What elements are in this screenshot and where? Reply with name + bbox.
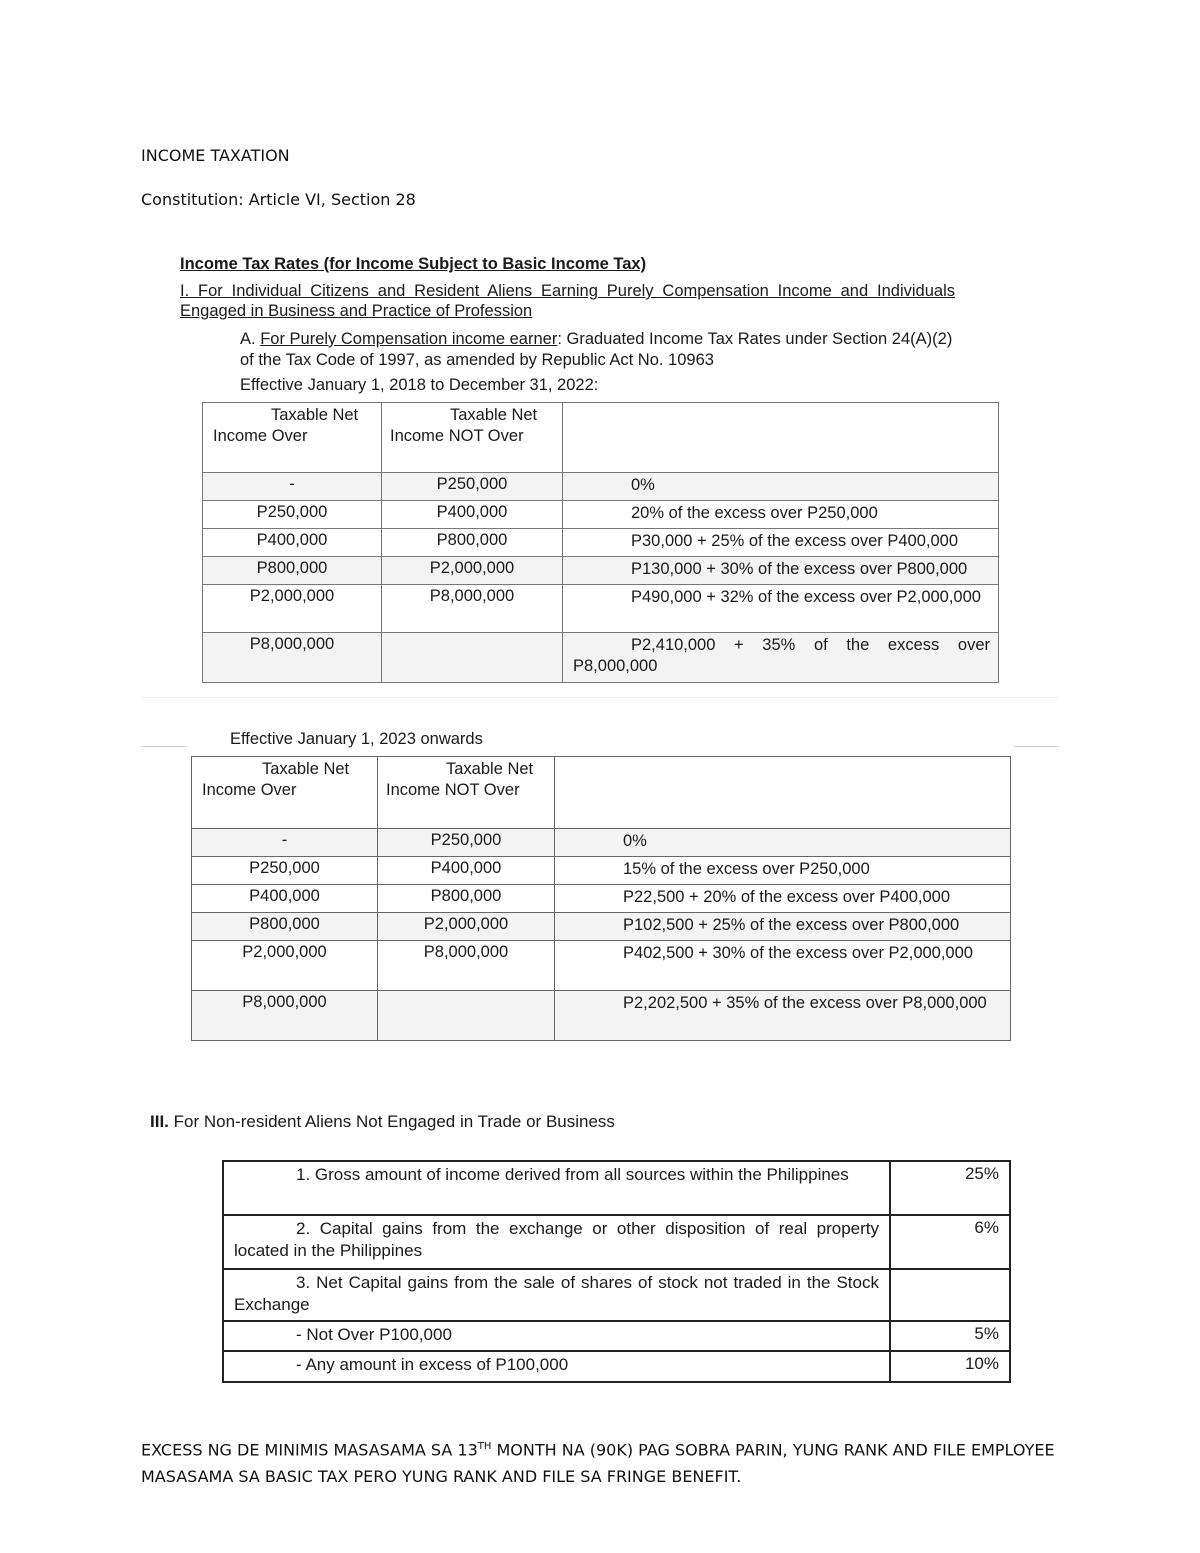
part-one-heading: I. For Individual Citizens and Resident Aliens Earning Purely Compensation Income and Individuals Engaged in Business and Practice of Profession	[180, 282, 955, 320]
cell-income-over: -	[192, 829, 378, 857]
table-row	[192, 885, 1011, 913]
cell-income-not-over: P800,000	[382, 529, 563, 557]
cell-tax-rate: P2,410,000 + 35% of the excess over P8,000,000	[563, 633, 999, 683]
table-row	[192, 913, 1011, 941]
cell-income-not-over: P2,000,000	[382, 557, 563, 585]
table-row	[223, 1161, 1010, 1215]
cell-tax-rate: 20% of the excess over P250,000	[563, 501, 999, 529]
footer-text-1: EXCESS NG DE MINIMIS MASASAMA SA 13	[141, 1440, 478, 1460]
cell-income-over: P400,000	[203, 529, 382, 557]
footer-text-2: MONTH NA (90K) PAG SOBRA PARIN, YUNG RANK AND FILE EMPLOYEE MASASAMA SA BASIC TAX PERO YUNG RANK AND FILE SA FRINGE BENEFIT.	[141, 1440, 1055, 1487]
cell-income-over: P800,000	[192, 913, 378, 941]
sub-a-rest: : Graduated Income Tax Rates under Section 24(A)(2) of the Tax Code of 1997, as amended by Republic Act No. 10963	[240, 330, 953, 369]
cell-income-over: P8,000,000	[203, 633, 382, 683]
cell-income-over: P800,000	[203, 557, 382, 585]
table-header-row	[203, 403, 999, 473]
cell-description: 1. Gross amount of income derived from all sources within the Philippines	[223, 1161, 890, 1215]
table-row	[203, 585, 999, 633]
section-heading: Income Tax Rates (for Income Subject to Basic Income Tax)	[180, 255, 647, 273]
cell-tax-rate: P2,202,500 + 35% of the excess over P8,000,000	[555, 991, 1011, 1041]
cell-rate: 25%	[890, 1161, 1010, 1215]
cell-income-over: -	[203, 473, 382, 501]
cell-income-not-over	[378, 991, 555, 1041]
cell-tax-rate: P402,500 + 30% of the excess over P2,000,000	[555, 941, 1011, 991]
cell-tax-rate: 0%	[563, 473, 999, 501]
tax-table-2018-2022	[202, 402, 999, 683]
cell-tax-rate: P102,500 + 25% of the excess over P800,000	[555, 913, 1011, 941]
cell-income-not-over: P8,000,000	[382, 585, 563, 633]
sub-section-a	[240, 329, 960, 371]
cell-description: 3. Net Capital gains from the sale of shares of stock not traded in the Stock Exchange	[223, 1269, 890, 1321]
document-title: INCOME TAXATION	[141, 146, 290, 165]
table-row	[203, 557, 999, 585]
table-row	[192, 829, 1011, 857]
table-row	[223, 1351, 1010, 1382]
table-row	[203, 529, 999, 557]
footer-superscript: TH	[477, 1441, 492, 1452]
cell-income-over: P250,000	[203, 501, 382, 529]
cell-income-over: P400,000	[192, 885, 378, 913]
header-rate	[563, 403, 999, 473]
cell-rate: 5%	[890, 1321, 1010, 1351]
cell-description: - Not Over P100,000	[223, 1321, 890, 1351]
table-row	[192, 991, 1011, 1041]
cell-tax-rate: 0%	[555, 829, 1011, 857]
effective-date-2023: Effective January 1, 2023 onwards	[230, 730, 483, 748]
cell-description: 2. Capital gains from the exchange or other disposition of real property located in the Philippines	[223, 1215, 890, 1269]
divider-line	[141, 697, 1059, 698]
divider-left	[141, 746, 187, 747]
table-row	[203, 473, 999, 501]
part-three-heading	[150, 1112, 615, 1132]
cell-income-not-over: P400,000	[378, 857, 555, 885]
part-three-title: For Non-resident Aliens Not Engaged in Trade or Business	[168, 1112, 615, 1131]
header-rate	[555, 757, 1011, 829]
cell-income-not-over	[382, 633, 563, 683]
effective-date-2018: Effective January 1, 2018 to December 31, 2022:	[240, 376, 599, 394]
part-three-number: III.	[150, 1112, 169, 1131]
footer-note	[141, 1433, 1061, 1490]
cell-rate: 10%	[890, 1351, 1010, 1382]
cell-income-over: P2,000,000	[192, 941, 378, 991]
table-row	[192, 941, 1011, 991]
table-row	[203, 633, 999, 683]
cell-tax-rate: 15% of the excess over P250,000	[555, 857, 1011, 885]
table-row	[203, 501, 999, 529]
table-row	[223, 1269, 1010, 1321]
nonresident-alien-table	[222, 1160, 1011, 1383]
cell-income-over: P8,000,000	[192, 991, 378, 1041]
cell-income-not-over: P250,000	[382, 473, 563, 501]
cell-income-over: P2,000,000	[203, 585, 382, 633]
header-income-over: Taxable Net Income Over	[192, 757, 378, 829]
cell-income-over: P250,000	[192, 857, 378, 885]
table-row	[223, 1321, 1010, 1351]
cell-tax-rate: P22,500 + 20% of the excess over P400,000	[555, 885, 1011, 913]
header-income-over: Taxable Net Income Over	[203, 403, 382, 473]
cell-income-not-over: P800,000	[378, 885, 555, 913]
cell-income-not-over: P250,000	[378, 829, 555, 857]
sub-a-underlined: For Purely Compensation income earner	[260, 330, 558, 348]
cell-rate	[890, 1269, 1010, 1321]
cell-tax-rate: P130,000 + 30% of the excess over P800,000	[563, 557, 999, 585]
cell-rate: 6%	[890, 1215, 1010, 1269]
sub-a-lead: A.	[240, 330, 261, 348]
tax-table-2023-onwards	[191, 756, 1011, 1041]
table-header-row	[192, 757, 1011, 829]
cell-income-not-over: P400,000	[382, 501, 563, 529]
constitution-reference: Constitution: Article VI, Section 28	[141, 190, 416, 209]
header-income-not-over: Taxable Net Income NOT Over	[382, 403, 563, 473]
cell-income-not-over: P2,000,000	[378, 913, 555, 941]
table-row	[223, 1215, 1010, 1269]
header-income-not-over: Taxable Net Income NOT Over	[378, 757, 555, 829]
cell-income-not-over: P8,000,000	[378, 941, 555, 991]
table-row	[192, 857, 1011, 885]
cell-tax-rate: P490,000 + 32% of the excess over P2,000,000	[563, 585, 999, 633]
divider-right	[1014, 746, 1059, 747]
cell-tax-rate: P30,000 + 25% of the excess over P400,000	[563, 529, 999, 557]
cell-description: - Any amount in excess of P100,000	[223, 1351, 890, 1382]
